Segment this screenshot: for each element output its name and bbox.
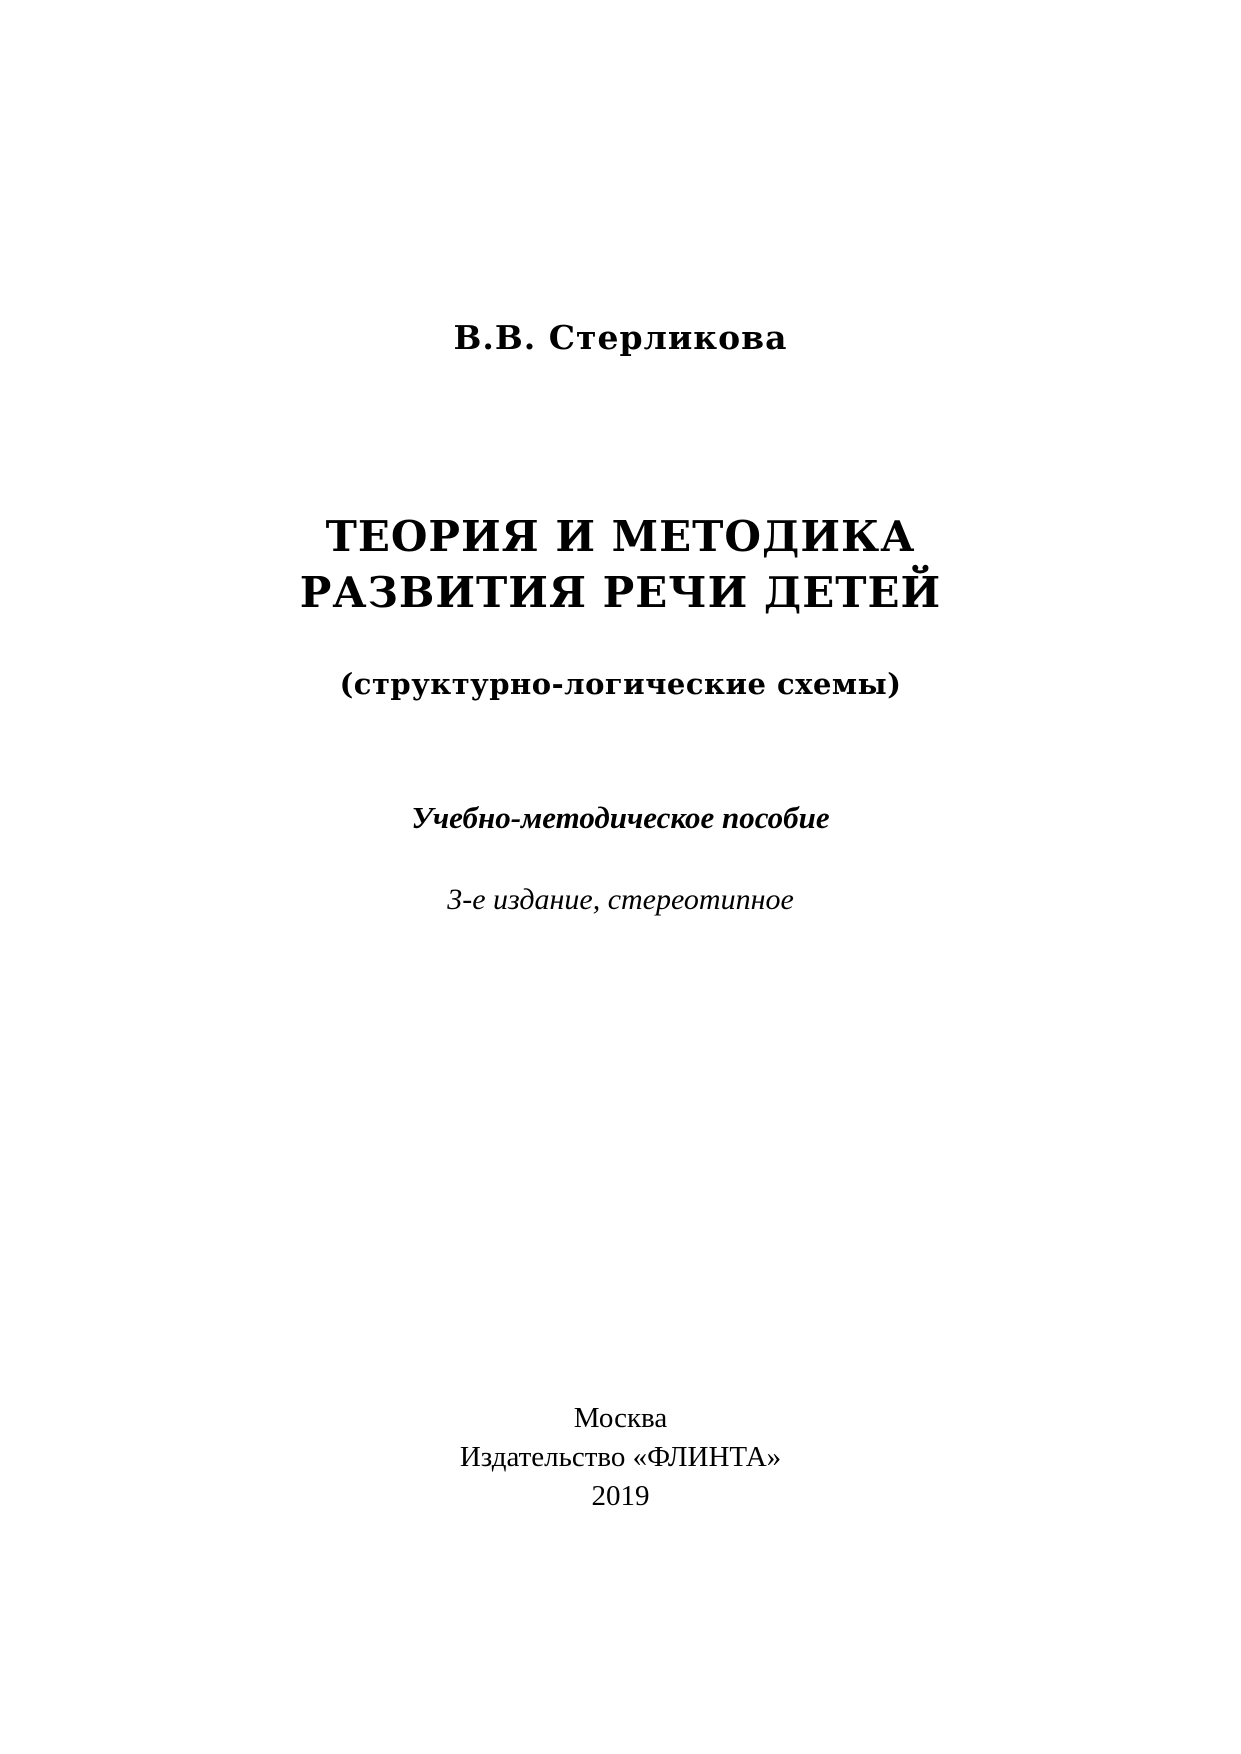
book-title-line-2: РАЗВИТИЯ РЕЧИ ДЕТЕЙ <box>299 568 942 617</box>
author-name: В.В. Стерликова <box>453 318 788 357</box>
imprint-city: Москва <box>573 1402 668 1434</box>
book-subtitle: (структурно-логические схемы) <box>339 667 902 701</box>
imprint-year: 2019 <box>591 1480 650 1512</box>
imprint-publisher: Издательство «ФЛИНТА» <box>459 1441 782 1473</box>
edition-info: 3-е издание, стереотипное <box>447 883 794 916</box>
document-type: Учебно-методическое пособие <box>411 800 830 835</box>
book-title-line-1: ТЕОРИЯ И МЕТОДИКА <box>325 512 916 561</box>
